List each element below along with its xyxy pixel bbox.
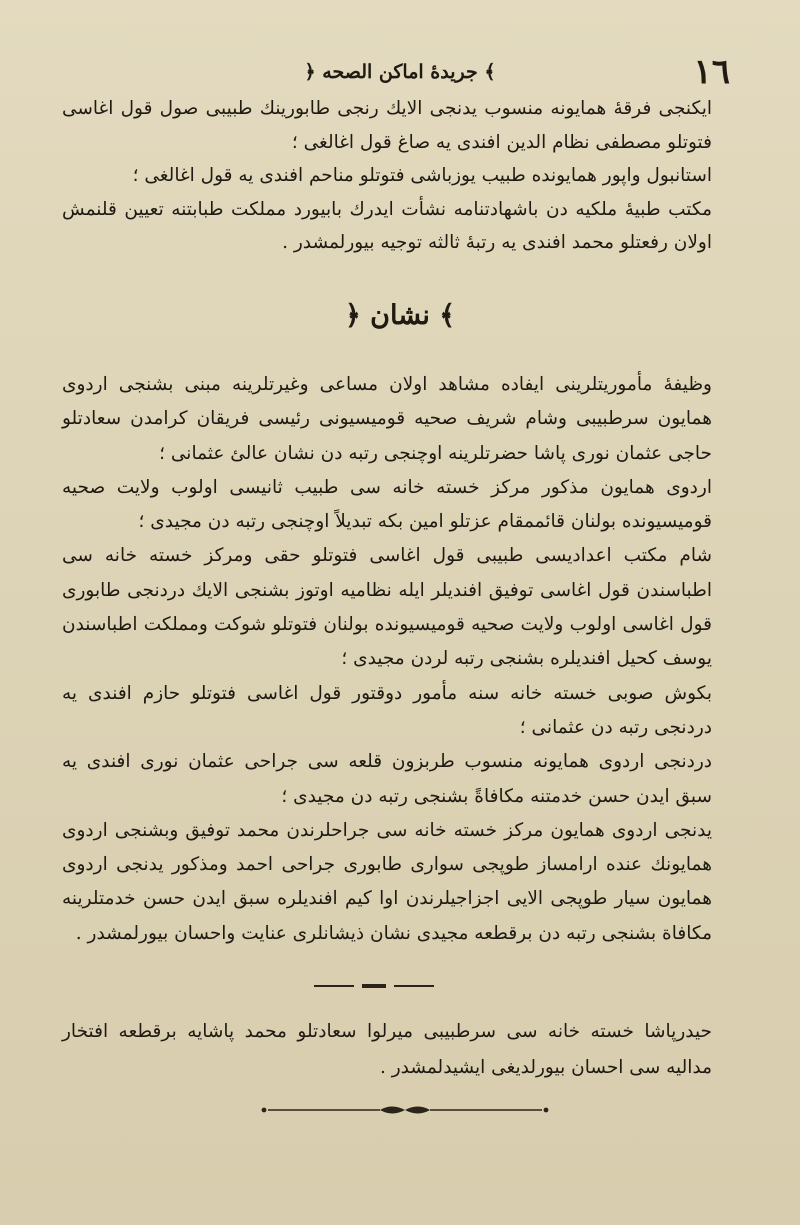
medal-section xyxy=(62,1014,712,1086)
section-separator xyxy=(300,983,500,989)
ornamental-rule xyxy=(260,1102,550,1118)
separator-dash xyxy=(362,984,386,988)
decorations-section xyxy=(62,368,712,951)
paragraph: بكوش صوبى خسته خانه سنه مأمور دوقتور قول اغاسى فتوتلو حازم افندى يه دردنجى رتبه دن عثمانى ؛ xyxy=(62,682,712,738)
section-title: ﴿ نشان ﴾ xyxy=(344,300,456,331)
paragraph: حيدرپاشا خسته خانه سى سرطبيبى ميرلوا سعادتلو محمد پاشايه برقطعه افتخار مداليه سى احسان بيورلديغى ايشيدلمشدر . xyxy=(62,1021,712,1078)
page-number: ١٦ xyxy=(693,52,730,92)
paragraph: دردنجى اردوى همايونه منسوب طربزون قلعه سى جراحى عثمان نورى افندى يه سبق ايدن حسن خدمتنه مكافاةً بشنجى رتبه دن مجيدى ؛ xyxy=(62,751,712,807)
paragraph: وظيفهٔ مأموريتلرينى ايفاده مشاهد اولان مساعى وغيرتلرينه مبنى بشنجى اردوى همايون سرطبيبى وشام شريف صحيه قوميسيونى رئيسى فريقان كرامدن سعادتلو حاجى عثمان نورى پاشا حضرتلرينه اوچنجى رتبه دن نشان عالئ عثمانى ؛ xyxy=(62,374,712,464)
paragraph: مكتب طبيهٔ ملكيه دن باشهادتنامه نشأت ايدرك بابيورد مملكت طبابتنه تعيين قلنمش اولان رفعتلو محمد افندى يه رتبهٔ ثالثه توجيه بيورلمشدر . xyxy=(62,198,712,253)
paragraph: استانبول واپور همايونده طبيب يوزباشى فتوتلو مناحم افندى يه قول اغالغى ؛ xyxy=(132,165,712,186)
paragraph: يدنجى اردوى همايون مركز خسته خانه سى جراحلرندن محمد توفيق وبشنجى اردوى همايونك عنده ارامساز طوپجى سوارى طابورى جراحى احمد ومذكور يدنجى اردوى همايون سيار طوپجى الايى اجزاجيلرندن اوا كيم افنديلره سبق ايدن حسن خدمتلرينه مكافاة بشنجى رتبه دن برقطعه مجيدى نشان ذيشانلرى عنايت واحسان بيورلمشدر . xyxy=(62,819,712,944)
page-header xyxy=(70,52,730,92)
running-head: ﴿ جريدهٔ اماكن الصحه ﴾ xyxy=(304,61,496,83)
paragraph: اردوى همايون مذكور مركز خسته خانه سى طبيب ثانيسى اولوب ولايت صحيه قوميسيونده بولنان قائممقام عزتلو امين بكه تبديلاً اوچنجى رتبه دن مجيدى ؛ xyxy=(62,476,712,533)
separator-dash xyxy=(394,985,434,987)
paragraph: ايكنجى فرقهٔ همايونه منسوب يدنجى الايك رنجى طابورينك طبيبى صول قول اغاسى فتوتلو مصطفى نظام الدين افندى يه صاغ قول اغالغى ؛ xyxy=(62,98,712,153)
paragraph: شام مكتب اعداديسى طبيبى قول اغاسى فتوتلو حقى ومركز خسته خانه سى اطباسندن قول اغاسى توفيق افنديلر ايله نظاميه اوتوز بشنجى الايك دردنجى طابورى قول اغاسى اولوب ولايت صحيه قوميسيونده بولنان فتوتلو شوكت ومملكت اطباسندن يوسف كحيل افنديلره بشنجى رتبه لردن مجيدى ؛ xyxy=(62,545,712,670)
separator-dash xyxy=(314,985,354,987)
promotions-section xyxy=(62,92,712,260)
